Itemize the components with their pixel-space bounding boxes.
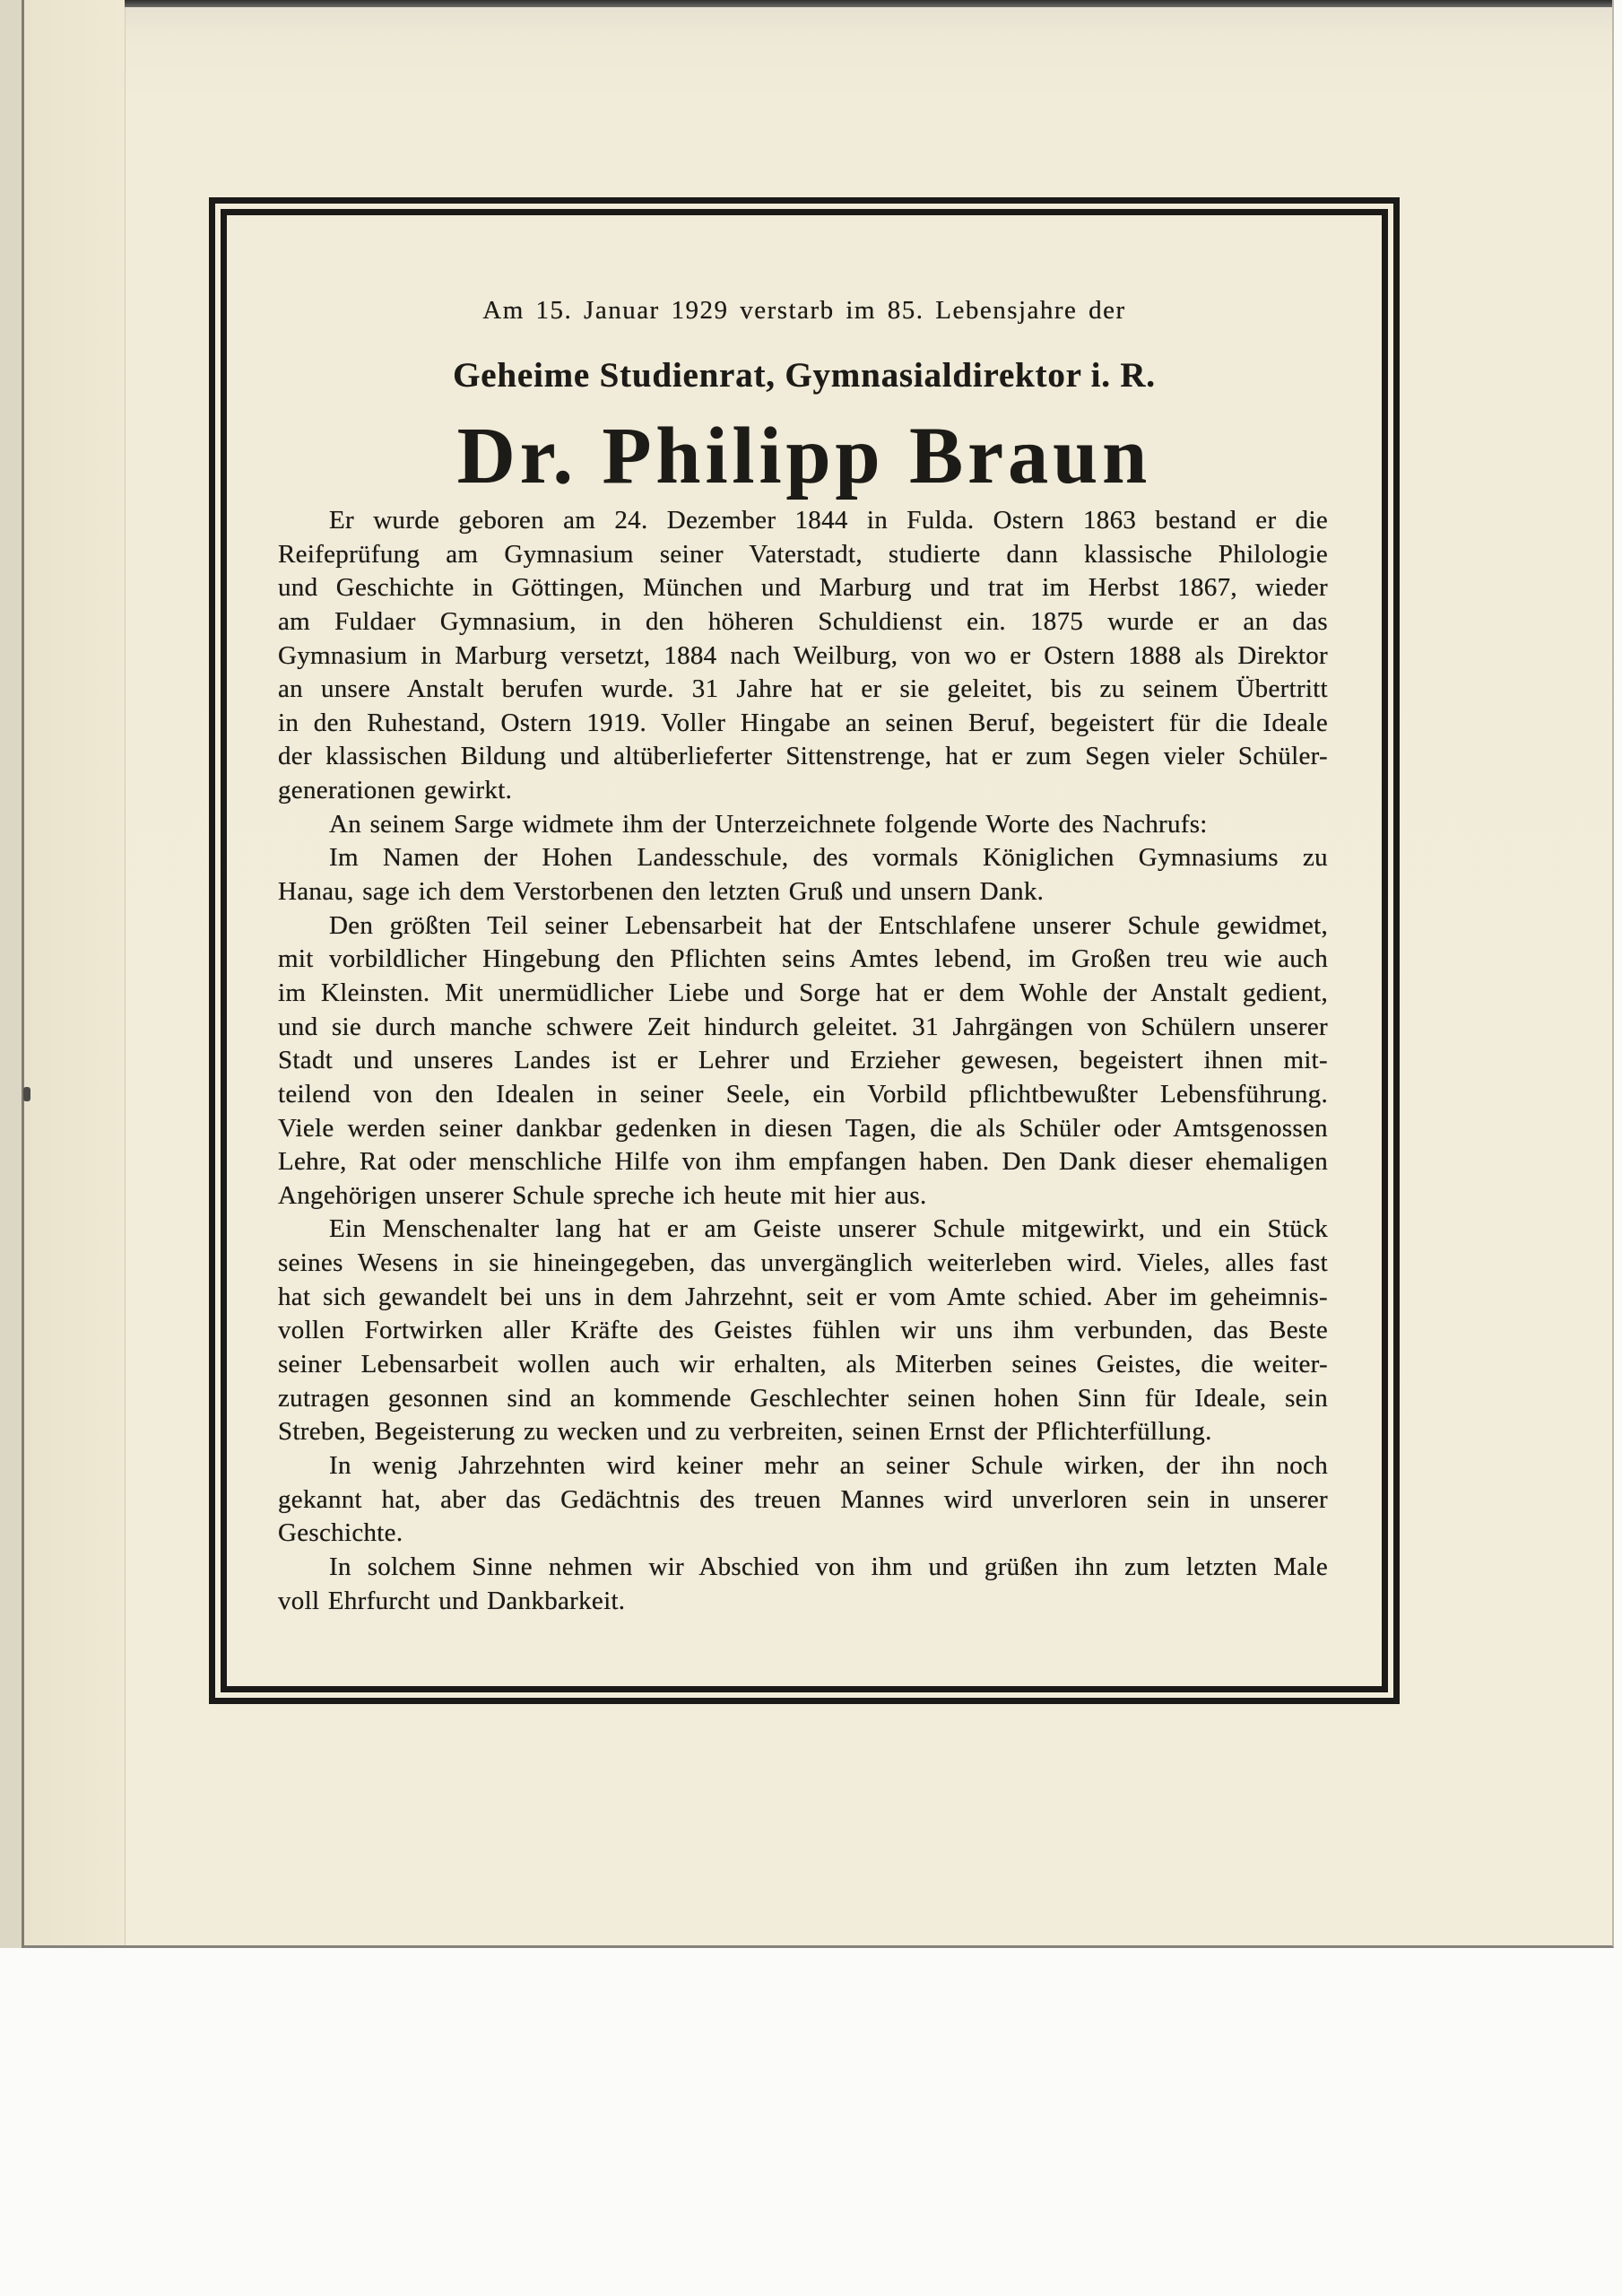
honorific-title: Geheime Studienrat, Gymnasialdirektor i. R. [453, 356, 1156, 395]
text-line: seines Wesens in sie hineingegeben, das unvergänglich weiterleben wird. Vieles, alles fast [278, 1248, 1328, 1278]
text-line: an unsere Anstalt berufen wurde. 31 Jahre hat er sie geleitet, bis zu seinem Übertritt [278, 674, 1328, 704]
text-line: Gymnasium in Marburg versetzt, 1884 nach Weilburg, von wo er Ostern 1888 als Direktor [278, 640, 1328, 670]
text-line: In wenig Jahrzehnten wird keiner mehr an seiner Schule wirken, der ihn noch [329, 1450, 1328, 1480]
text-line: im Kleinsten. Mit unermüdlicher Liebe und Sorge hat er dem Wohle der Anstalt gedient, [278, 978, 1328, 1007]
deceased-name: Dr. Philipp Braun [456, 412, 1152, 500]
paragraph-memory [278, 1449, 1328, 1551]
text-line: Lehre, Rat oder menschliche Hilfe von ihm empfangen haben. Den Dank dieser ehemaligen [278, 1147, 1328, 1177]
staple-mark [23, 1087, 30, 1101]
paragraph-farewell-greeting [278, 841, 1328, 909]
paragraph-biography [278, 504, 1328, 808]
text-line: und Geschichte in Göttingen, München und Marburg und trat im Herbst 1867, wieder [278, 573, 1328, 603]
text-line: zutragen gesonnen sind an kommende Geschlechter seinen hohen Sinn für Ideale, sein [278, 1383, 1328, 1413]
text-line: Streben, Begeisterung zu wecken und zu verbreiten, seinen Ernst der Pflichterfüllung. [278, 1417, 1212, 1447]
text-line: am Fuldaer Gymnasium, in den höheren Schuldienst ein. 1875 wurde er an das [278, 606, 1328, 636]
text-line: Im Namen der Hohen Landesschule, des vormals Königlichen Gymnasiums zu [329, 843, 1328, 873]
text-line: und sie durch manche schwere Zeit hindurch geleitet. 31 Jahrgängen von Schülern unserer [278, 1012, 1328, 1041]
announcement-line: Am 15. Januar 1929 verstarb im 85. Lebensjahre der [482, 296, 1126, 325]
text-line: Er wurde geboren am 24. Dezember 1844 in Fulda. Ostern 1863 bestand er die [329, 506, 1328, 535]
text-line: In solchem Sinne nehmen wir Abschied von ihm und grüßen ihn zum letzten Male [329, 1552, 1328, 1581]
paragraph-closing [278, 1551, 1328, 1618]
paragraph-life-work [278, 909, 1328, 1213]
left-page-edge [0, 0, 24, 1948]
text-line: teilend von den Idealen in seiner Seele, ein Vorbild pflichtbewußter Lebensführung. [278, 1079, 1328, 1109]
underlying-page-edge [24, 0, 126, 1945]
text-line: Reifeprüfung am Gymnasium seiner Vaterstadt, studierte dann klassische Philologie [278, 539, 1328, 569]
text-line: Ein Menschenalter lang hat er am Geiste unserer Schule mitgewirkt, und ein Stück [329, 1214, 1328, 1244]
text-line: seiner Lebensarbeit wollen auch wir erhalten, als Miterben seines Geistes, die weiter- [278, 1350, 1328, 1379]
text-line: Hanau, sage ich dem Verstorbenen den letzten Gruß und unsern Dank. [278, 877, 1045, 907]
text-line: in den Ruhestand, Ostern 1919. Voller Hingabe an seinen Beruf, begeistert für die Ideale [278, 708, 1328, 737]
text-line: Viele werden seiner dankbar gedenken in diesen Tagen, die als Schüler oder Amtsgenossen [278, 1113, 1328, 1143]
text-line: hat sich gewandelt bei uns in dem Jahrzehnt, seit er vom Amte schied. Aber im geheimnis- [278, 1282, 1328, 1311]
paragraph-legacy [278, 1213, 1328, 1448]
text-line: An seinem Sarge widmete ihm der Unterzeichnete folgende Worte des Nachrufs: [329, 809, 1208, 839]
text-line: Stadt und unseres Landes ist er Lehrer und Erzieher gewesen, begeistert ihnen mit- [278, 1046, 1328, 1075]
text-line: Angehörigen unserer Schule spreche ich heute mit hier aus. [278, 1180, 927, 1210]
text-line: der klassischen Bildung und altüberlieferter Sittenstrenge, hat er zum Segen vieler Schüler- [278, 742, 1328, 771]
text-line: mit vorbildlicher Hingebung den Pflichten seins Amtes lebend, im Großen treu wie auch [278, 944, 1328, 974]
text-line: vollen Fortwirken aller Kräfte des Geistes fühlen wir uns ihm verbunden, das Beste [278, 1316, 1328, 1345]
paragraph-eulogy-intro [278, 808, 1328, 842]
text-line: generationen gewirkt. [278, 776, 513, 805]
top-page-edge [125, 0, 1612, 7]
text-line: gekannt hat, aber das Gedächtnis des treuen Mannes wird unverloren sein in unserer [278, 1484, 1328, 1514]
text-line: Geschichte. [278, 1518, 403, 1548]
text-line: Den größten Teil seiner Lebensarbeit hat der Entschlafene unserer Schule gewidmet, [329, 910, 1328, 940]
text-line: voll Ehrfurcht und Dankbarkeit. [278, 1586, 626, 1615]
obituary-text [278, 504, 1328, 1618]
